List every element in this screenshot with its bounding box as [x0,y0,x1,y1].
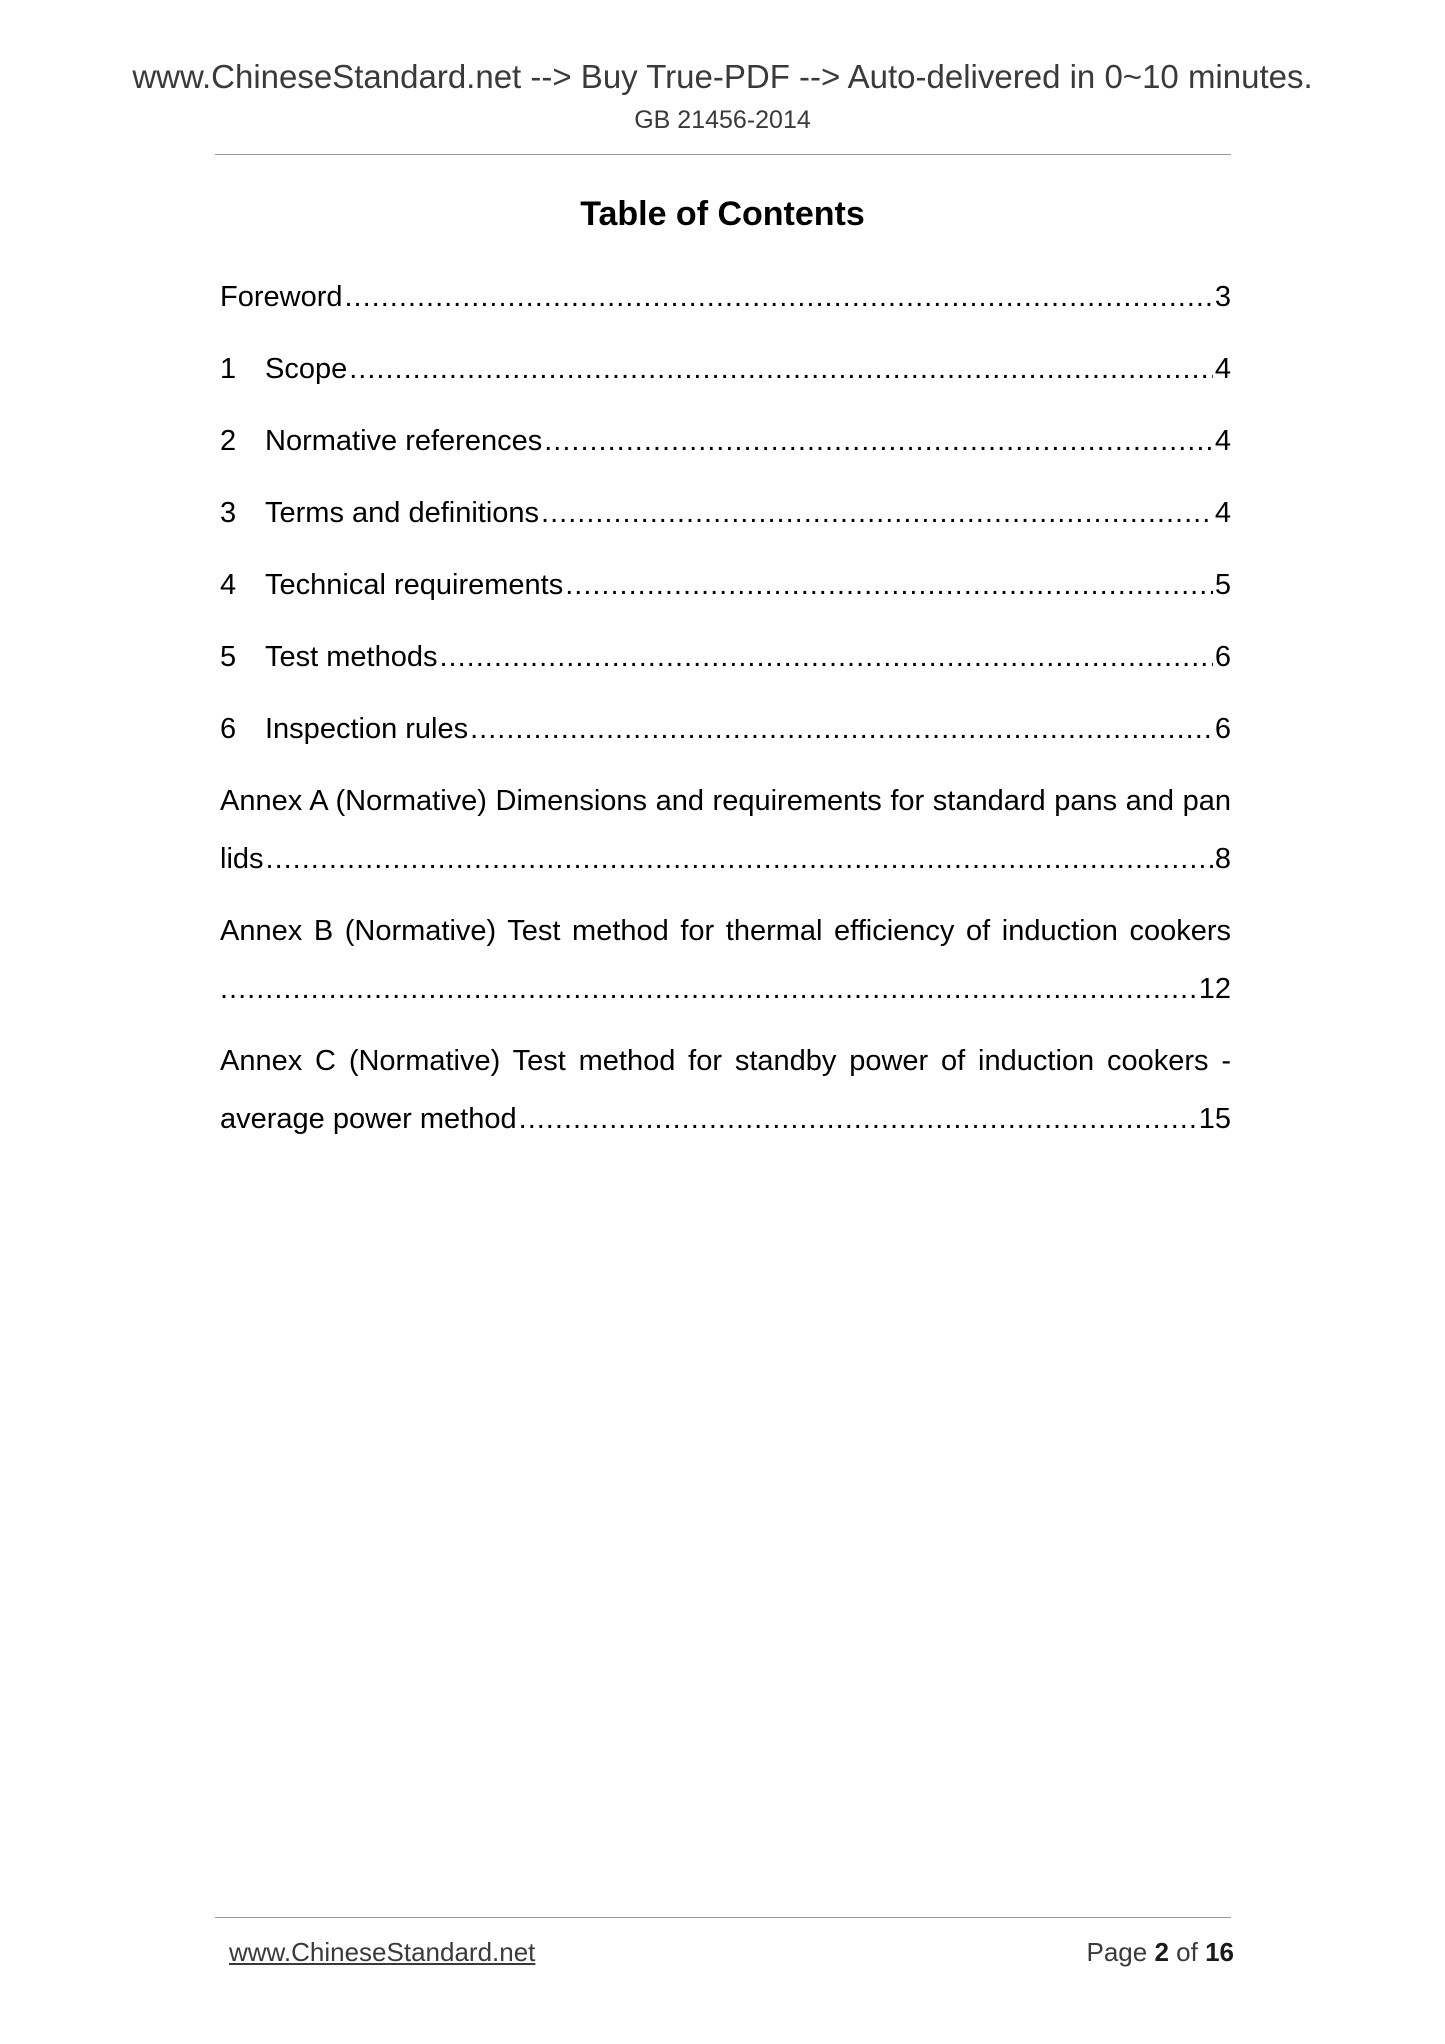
dot-leader [470,700,1213,758]
toc-entry-annex-a[interactable] [220,772,1231,888]
toc-label: Technical requirements [265,569,564,601]
table-of-contents [220,268,1231,1162]
toc-number: 5 [220,641,237,673]
page-separator: of [1176,1937,1198,1967]
toc-number: 4 [220,569,237,601]
toc-entry-scope[interactable] [220,340,1231,412]
toc-entry-technical-requirements[interactable] [220,556,1231,628]
toc-page-number: 5 [1214,569,1231,601]
toc-label: Terms and definitions [265,497,540,529]
toc-page-number: 4 [1214,353,1231,385]
footer-website-link[interactable]: www.ChineseStandard.net [229,1937,536,1967]
toc-label-continued: lids [220,843,264,875]
toc-entry-annex-c[interactable] [220,1032,1231,1148]
toc-entry-test-methods[interactable] [220,628,1231,700]
toc-entry-foreword[interactable] [220,268,1231,340]
dot-leader [519,1090,1197,1148]
total-page-count: 16 [1205,1937,1234,1967]
page-prefix: Page [1086,1937,1148,1967]
toc-number: 1 [220,353,237,385]
footer-divider [215,1917,1231,1918]
toc-page-number: 15 [1198,1103,1231,1135]
dot-leader [565,556,1213,614]
toc-label-continued: average power method [220,1103,517,1135]
toc-number: 2 [220,425,237,457]
dot-leader [266,830,1213,888]
dot-leader [439,628,1212,686]
toc-page-number: 4 [1214,497,1231,529]
toc-number: 3 [220,497,237,529]
toc-label: Normative references [265,425,543,457]
toc-page-number: 6 [1214,713,1231,745]
dot-leader [220,960,1197,1018]
toc-page-number: 8 [1214,843,1231,875]
toc-number: 6 [220,713,237,745]
dot-leader [544,412,1213,470]
current-page-number: 2 [1154,1937,1169,1967]
toc-label: Test methods [265,641,438,673]
toc-entry-terms-and-definitions[interactable] [220,484,1231,556]
toc-label: Annex C (Normative) Test method for standby power of induction cookers - [220,1045,1231,1077]
toc-page-number: 3 [1214,281,1231,313]
toc-label: Annex A (Normative) Dimensions and requirements for standard pans and pan [220,785,1231,817]
dot-leader [345,268,1213,326]
header-divider [215,154,1231,155]
toc-page-number: 4 [1214,425,1231,457]
toc-entry-normative-references[interactable] [220,412,1231,484]
toc-entry-annex-b[interactable] [220,902,1231,1018]
toc-page-number: 6 [1214,641,1231,673]
toc-page-number: 12 [1198,973,1231,1005]
toc-label: Scope [265,353,348,385]
dot-leader [349,340,1213,398]
dot-leader [541,484,1213,542]
page-indicator [1086,1937,1234,1968]
page-title: Table of Contents [580,195,865,233]
toc-entry-inspection-rules[interactable] [220,700,1231,772]
toc-label: Inspection rules [265,713,469,745]
standard-id: GB 21456-2014 [634,106,811,134]
header-banner: www.ChineseStandard.net --> Buy True-PDF --> Auto-delivered in 0~10 minutes. [132,58,1313,95]
toc-label: Annex B (Normative) Test method for thermal efficiency of induction cookers [220,915,1231,947]
toc-label: Foreword [220,281,343,313]
